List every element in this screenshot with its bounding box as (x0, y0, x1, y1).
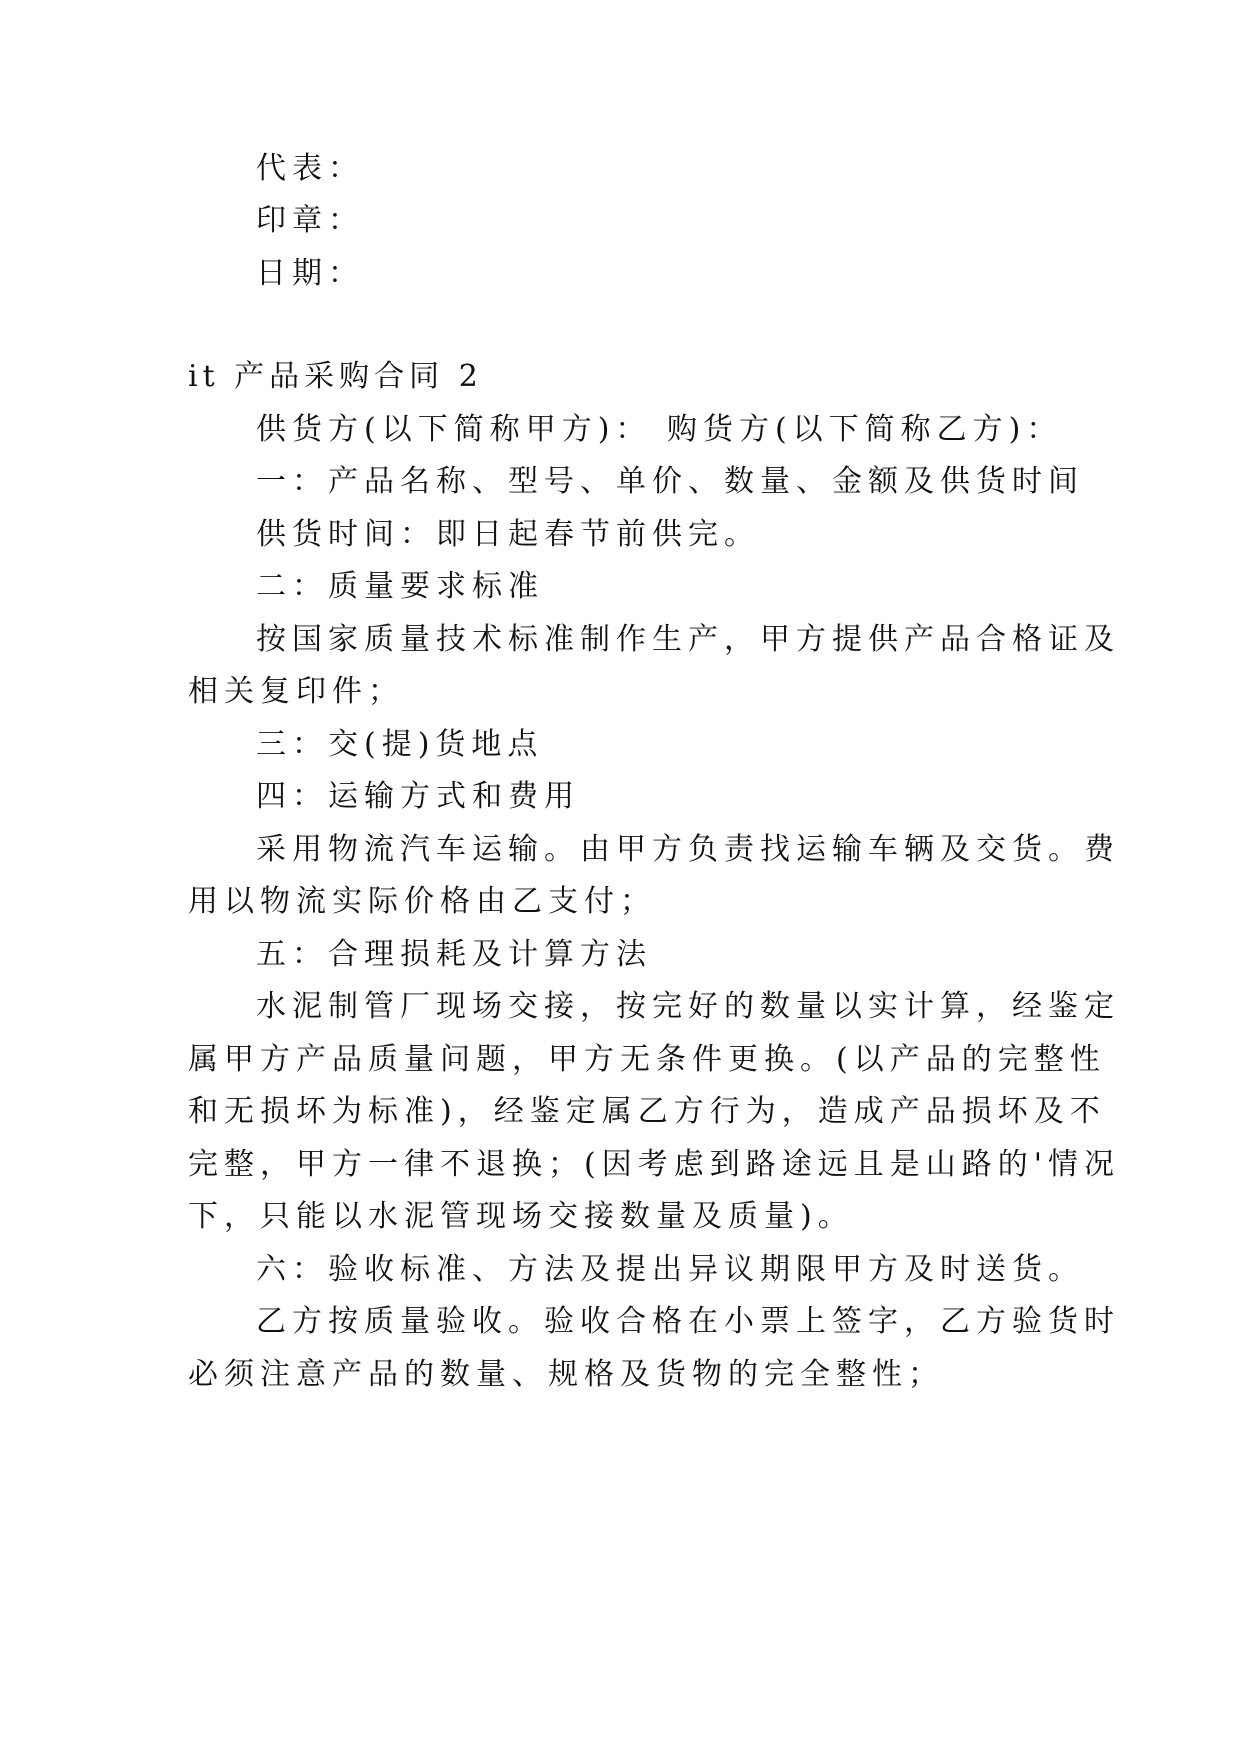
date-label: 日期： (256, 256, 364, 291)
seal-label: 印章： (256, 203, 364, 238)
section6-heading: 六：验收标准、方法及提出异议期限甲方及时送货。 (256, 1252, 1084, 1287)
section5-text-line1: 水泥制管厂现场交接，按完好的数量以实计算，经鉴定 (256, 989, 1120, 1024)
contract-title: it 产品采购合同 2 (188, 359, 483, 394)
section2-text-line2: 相关复印件； (188, 674, 404, 709)
section5-text-line2: 属甲方产品质量问题，甲方无条件更换。(以产品的完整性 (188, 1042, 1106, 1077)
section3-heading: 三：交(提)货地点 (256, 727, 544, 762)
section4-text-line2: 用以物流实际价格由乙支付； (188, 884, 656, 919)
section4-heading: 四：运输方式和费用 (256, 779, 580, 814)
section6-text-line2: 必须注意产品的数量、规格及货物的完全整性； (188, 1357, 944, 1392)
section6-text-line1: 乙方按质量验收。验收合格在小票上签字，乙方验货时 (256, 1304, 1120, 1339)
section2-text-line1: 按国家质量技术标准制作生产，甲方提供产品合格证及 (256, 622, 1120, 657)
section5-text-line3: 和无损坏为标准)，经鉴定属乙方行为，造成产品损坏及不 (188, 1094, 1106, 1129)
section5-text-line4: 完整，甲方一律不退换；(因考虑到路途远且是山路的'情况 (188, 1147, 1120, 1182)
section4-text-line1: 采用物流汽车运输。由甲方负责找运输车辆及交货。费 (256, 832, 1120, 867)
parties-line: 供货方(以下简称甲方)： 购货方(以下简称乙方)： (256, 412, 1063, 447)
section2-heading: 二：质量要求标准 (256, 569, 544, 604)
section5-text-line5: 下，只能以水泥管现场交接数量及质量)。 (188, 1199, 854, 1234)
section1-heading: 一：产品名称、型号、单价、数量、金额及供货时间 (256, 464, 1084, 499)
section5-heading: 五：合理损耗及计算方法 (256, 937, 652, 972)
section1-text: 供货时间：即日起春节前供完。 (256, 517, 760, 552)
representative-label: 代表： (256, 151, 364, 186)
